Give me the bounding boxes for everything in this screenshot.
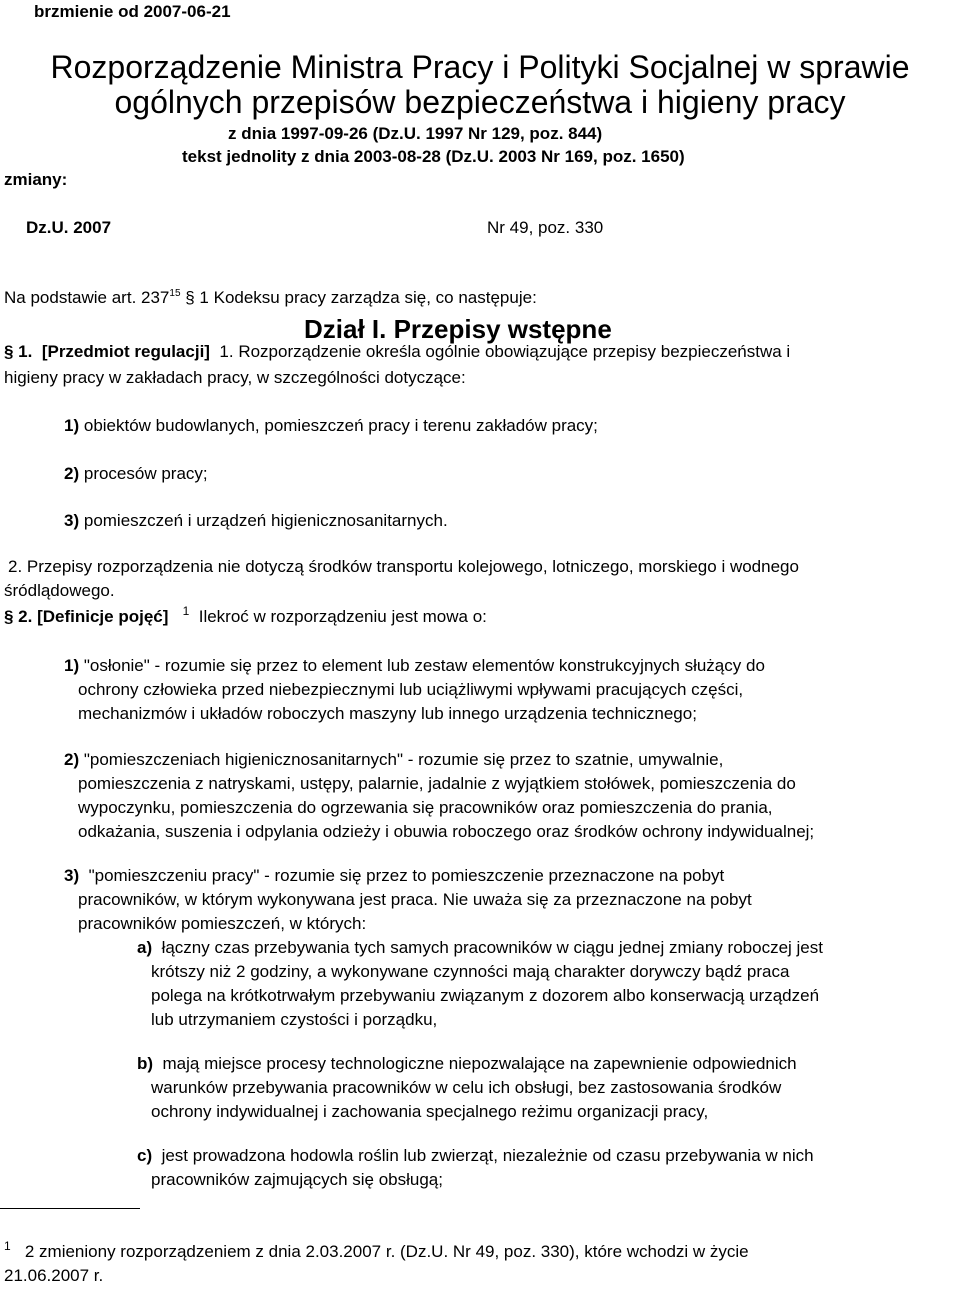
paragraph-1-line-1 xyxy=(4,342,790,362)
list-item-text: obiektów budowlanych, pomieszczeń pracy i terenu zakładów pracy; xyxy=(83,416,598,435)
subpoint-a-line-1 xyxy=(137,938,823,958)
list-item-number: 1) xyxy=(64,416,80,435)
list-item xyxy=(64,416,598,436)
list-item xyxy=(64,464,208,484)
paragraph-1-marker: § 1. xyxy=(4,342,33,361)
definition-2-line-3: wypoczynku, pomieszczenia do ogrzewania się pracowników oraz pomieszczenia do prania, xyxy=(78,798,773,817)
definition-text: "pomieszczeniach higienicznosanitarnych" - rozumie się przez to szatnie, umywalnie, xyxy=(83,750,724,769)
subpoint-number: c) xyxy=(137,1146,153,1165)
subpoint-c-line-1 xyxy=(137,1146,814,1166)
status-line: brzmienie od 2007-06-21 xyxy=(34,2,231,21)
paragraph-1-point-2-continuation: śródlądowego. xyxy=(4,581,115,600)
subpoint-a-line-2: krótszy niż 2 godziny, a wykonywane czynności mają charakter dorywczy bądź praca xyxy=(151,962,790,981)
paragraph-1-heading: [Przedmiot regulacji] xyxy=(41,342,210,361)
change-journal: Dz.U. 2007 xyxy=(26,218,112,237)
subpoint-b-line-3: ochrony indywidualnej i zachowania specjalnego reżimu organizacji pracy, xyxy=(151,1102,709,1121)
definition-3-line-2: pracowników, w którym wykonywana jest praca. Nie uważa się za przeznaczone na pobyt xyxy=(78,890,752,909)
definition-1-line-3: mechanizmów i układów roboczych maszyny lub innego urządzenia technicznego; xyxy=(78,704,697,723)
paragraph-1-number: 1. xyxy=(219,342,234,361)
subpoint-number: b) xyxy=(137,1054,154,1073)
footnote-line-1 xyxy=(4,1239,749,1262)
section-heading: Dział I. Przepisy wstępne xyxy=(304,314,612,344)
subpoint-c-line-2: pracowników zajmujących się obsługą; xyxy=(151,1170,443,1189)
definition-3-line-1 xyxy=(64,866,724,886)
footnote-separator xyxy=(0,1208,140,1209)
definition-text: "osłonie" - rozumie się przez to element lub zestaw elementów konstrukcyjnych służący do xyxy=(83,656,765,675)
legal-basis-prefix: Na podstawie art. 237 xyxy=(4,288,170,307)
definition-text: "pomieszczeniu pracy" - rozumie się przez to pomieszczenie przeznaczone na pobyt xyxy=(88,866,725,885)
paragraph-1-point-2 xyxy=(8,557,799,577)
footnote-reference: 1 xyxy=(182,604,190,618)
definition-2-line-1 xyxy=(64,750,723,770)
footnote-number: 1 xyxy=(4,1239,11,1253)
definition-2-line-2: pomieszczenia z natryskami, ustępy, palarnie, jadalnie z wyjątkiem stołówek, pomieszczenia do xyxy=(78,774,796,793)
definition-2-line-4: odkażania, suszenia i odpylania odzieży i obuwia roboczego oraz środków ochrony indywidualnej; xyxy=(78,822,815,841)
list-item-text: procesów pracy; xyxy=(83,464,208,483)
date-line: z dnia 1997-09-26 (Dz.U. 1997 Nr 129, poz. 844) xyxy=(228,124,603,143)
paragraph-1-text-1: Rozporządzenie określa ogólnie obowiązujące przepisy bezpieczeństwa i xyxy=(238,342,791,361)
document-title-line-2: ogólnych przepisów bezpieczeństwa i higieny pracy xyxy=(114,84,846,120)
point-number: 2. xyxy=(8,557,23,576)
subpoint-a-line-4: lub utrzymaniem czystości i porządku, xyxy=(151,1010,438,1029)
subpoint-text: łączny czas przebywania tych samych pracowników w ciągu jednej zmiany roboczej jest xyxy=(161,938,823,957)
subpoint-text: mają miejsce procesy technologiczne niepozwalające na zapewnienie odpowiednich xyxy=(162,1054,797,1073)
consolidated-text-line: tekst jednolity z dnia 2003-08-28 (Dz.U. 2003 Nr 169, poz. 1650) xyxy=(182,147,685,166)
paragraph-2-heading: [Definicje pojęć] xyxy=(37,607,169,626)
change-reference: Nr 49, poz. 330 xyxy=(487,218,604,237)
subpoint-a-line-3: polega na krótkotrwałym przebywaniu związanym z dozorem albo konserwacją urządzeń xyxy=(151,986,820,1005)
footnote-text: 2 zmieniony rozporządzeniem z dnia 2.03.2007 r. (Dz.U. Nr 49, poz. 330), które wchodzi w życie xyxy=(24,1242,749,1261)
definition-1-line-2: ochrony człowieka przed niebezpiecznymi lub uciążliwymi wpływami pracujących części, xyxy=(78,680,744,699)
legal-basis-sup: 15 xyxy=(169,288,181,299)
definition-number: 2) xyxy=(64,750,80,769)
definition-3-line-3: pracowników pomieszczeń, w których: xyxy=(78,914,367,933)
subpoint-number: a) xyxy=(137,938,153,957)
subpoint-text: jest prowadzona hodowla roślin lub zwierząt, niezależnie od czasu przebywania w nich xyxy=(161,1146,814,1165)
paragraph-2-line-1 xyxy=(4,604,487,627)
list-item-text: pomieszczeń i urządzeń higienicznosanitarnych. xyxy=(83,511,448,530)
list-item xyxy=(64,511,448,531)
paragraph-2-marker: § 2. xyxy=(4,607,33,626)
point-text: Przepisy rozporządzenia nie dotyczą środków transportu kolejowego, lotniczego, morskiego i wodnego xyxy=(26,557,799,576)
definition-number: 1) xyxy=(64,656,80,675)
list-item-number: 2) xyxy=(64,464,80,483)
document-title-line-1: Rozporządzenie Ministra Pracy i Polityki Socjalnej w sprawie xyxy=(50,49,910,85)
definition-number: 3) xyxy=(64,866,80,885)
footnote-line-2: 21.06.2007 r. xyxy=(4,1266,104,1285)
legal-basis xyxy=(4,288,537,308)
legal-basis-suffix: § 1 Kodeksu pracy zarządza się, co następuje: xyxy=(185,288,537,307)
subpoint-b-line-2: warunków przebywania pracowników w celu ich obsługi, bez zastosowania środków xyxy=(151,1078,782,1097)
definition-1-line-1 xyxy=(64,656,765,676)
paragraph-1-text-2: higieny pracy w zakładach pracy, w szczególności dotyczące: xyxy=(4,368,466,387)
list-item-number: 3) xyxy=(64,511,80,530)
subpoint-b-line-1 xyxy=(137,1054,797,1074)
changes-label: zmiany: xyxy=(4,170,68,189)
paragraph-2-intro: Ilekroć w rozporządzeniu jest mowa o: xyxy=(198,607,487,626)
